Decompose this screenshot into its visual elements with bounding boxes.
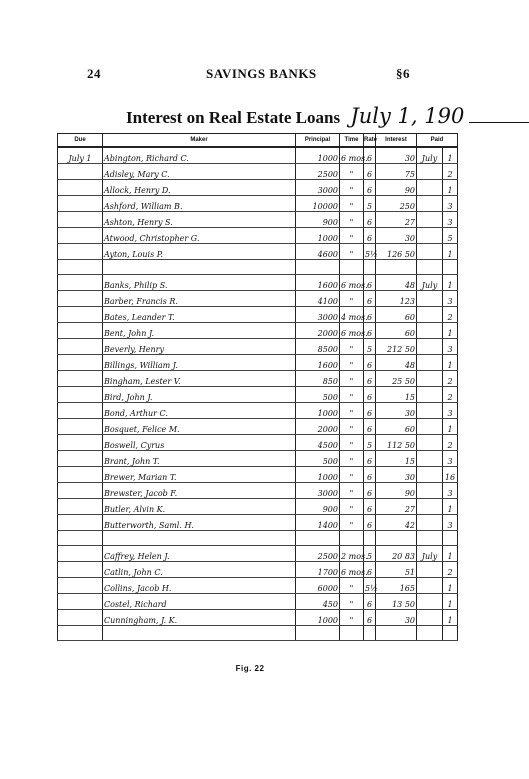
cell-paid-day: 2 xyxy=(443,387,458,403)
cell-paid xyxy=(417,483,443,499)
cell-due xyxy=(58,451,103,467)
cell-principal xyxy=(296,260,340,275)
cell-principal: 1000 xyxy=(296,467,340,483)
cell-maker: Collins, Jacob H. xyxy=(103,578,296,594)
cell-maker: Billings, William J. xyxy=(103,355,296,371)
cell-principal: 500 xyxy=(296,451,340,467)
cell-rate xyxy=(364,626,376,641)
cell-maker: Atwood, Christopher G. xyxy=(103,228,296,244)
cell-interest: 165 xyxy=(376,578,417,594)
ledger-title xyxy=(126,104,529,128)
cell-paid xyxy=(417,515,443,531)
cell-paid-day: 1 xyxy=(443,610,458,626)
cell-paid-day: 2 xyxy=(443,371,458,387)
cell-time: " xyxy=(340,355,364,371)
cell-rate: 6 xyxy=(364,355,376,371)
cell-paid xyxy=(417,626,443,641)
ledger-title-date: July 1, 190 xyxy=(350,104,465,128)
running-title: SAVINGS BANKS xyxy=(206,66,317,81)
cell-due xyxy=(58,291,103,307)
col-header-maker: Maker xyxy=(103,134,296,148)
cell-interest: 48 xyxy=(376,355,417,371)
cell-due xyxy=(58,610,103,626)
cell-due xyxy=(58,483,103,499)
cell-interest: 30 xyxy=(376,610,417,626)
cell-paid-day: 1 xyxy=(443,419,458,435)
cell-time: " xyxy=(340,244,364,260)
cell-time: " xyxy=(340,483,364,499)
cell-due xyxy=(58,180,103,196)
ledger-title-text: Interest on Real Estate Loans xyxy=(126,108,341,127)
ledger-row xyxy=(58,355,458,371)
page-number: 24 xyxy=(87,66,101,81)
col-header-time: Time xyxy=(340,134,364,148)
col-header-paid: Paid xyxy=(417,134,458,148)
cell-principal: 3000 xyxy=(296,483,340,499)
cell-rate: 6 xyxy=(364,180,376,196)
cell-interest: 126 50 xyxy=(376,244,417,260)
cell-rate: 6 xyxy=(364,307,376,323)
cell-rate: 5 xyxy=(364,435,376,451)
cell-paid xyxy=(417,387,443,403)
cell-due xyxy=(58,164,103,180)
cell-rate xyxy=(364,531,376,546)
cell-maker: Butler, Alvin K. xyxy=(103,499,296,515)
cell-interest: 30 xyxy=(376,403,417,419)
cell-time: 6 mos. xyxy=(340,323,364,339)
cell-maker: Boswell, Cyrus xyxy=(103,435,296,451)
cell-principal: 500 xyxy=(296,387,340,403)
cell-due xyxy=(58,515,103,531)
cell-interest: 123 xyxy=(376,291,417,307)
ledger-row xyxy=(58,451,458,467)
col-header-principal: Principal xyxy=(296,134,340,148)
cell-maker: Bent, John J. xyxy=(103,323,296,339)
cell-maker: Barber, Francis R. xyxy=(103,291,296,307)
blank-row xyxy=(58,531,458,546)
cell-rate: 6 xyxy=(364,147,376,164)
cell-interest: 15 xyxy=(376,387,417,403)
cell-rate: 6 xyxy=(364,275,376,291)
ledger-row xyxy=(58,212,458,228)
cell-rate: 6 xyxy=(364,212,376,228)
cell-interest xyxy=(376,531,417,546)
cell-time: " xyxy=(340,291,364,307)
cell-time: 4 mos. xyxy=(340,307,364,323)
cell-time: 6 mos. xyxy=(340,275,364,291)
cell-paid-day: 1 xyxy=(443,355,458,371)
cell-maker: Brant, John T. xyxy=(103,451,296,467)
cell-interest: 42 xyxy=(376,515,417,531)
cell-paid-day: 1 xyxy=(443,244,458,260)
cell-maker: Butterworth, Saml. H. xyxy=(103,515,296,531)
cell-time: " xyxy=(340,467,364,483)
cell-time: " xyxy=(340,435,364,451)
cell-interest: 212 50 xyxy=(376,339,417,355)
cell-paid: July xyxy=(417,147,443,164)
cell-paid-day: 1 xyxy=(443,546,458,562)
cell-maker: Banks, Philip S. xyxy=(103,275,296,291)
cell-time xyxy=(340,531,364,546)
cell-interest xyxy=(376,260,417,275)
cell-paid xyxy=(417,260,443,275)
cell-maker: Beverly, Henry xyxy=(103,339,296,355)
cell-time: " xyxy=(340,451,364,467)
cell-paid-day: 3 xyxy=(443,483,458,499)
figure-caption: Fig. 22 xyxy=(235,664,265,673)
cell-due xyxy=(58,228,103,244)
cell-paid-day: 2 xyxy=(443,435,458,451)
cell-rate: 6 xyxy=(364,371,376,387)
col-header-rate: Rate xyxy=(364,134,376,148)
cell-interest xyxy=(376,626,417,641)
cell-rate: 6 xyxy=(364,515,376,531)
ledger-row xyxy=(58,562,458,578)
cell-principal: 2000 xyxy=(296,419,340,435)
cell-due xyxy=(58,196,103,212)
cell-principal: 1000 xyxy=(296,147,340,164)
cell-principal: 850 xyxy=(296,371,340,387)
cell-paid-day: 2 xyxy=(443,562,458,578)
cell-rate: 6 xyxy=(364,451,376,467)
cell-interest: 25 50 xyxy=(376,371,417,387)
cell-interest: 30 xyxy=(376,147,417,164)
cell-paid-day: 1 xyxy=(443,594,458,610)
cell-rate: 6 xyxy=(364,499,376,515)
cell-maker xyxy=(103,531,296,546)
cell-principal xyxy=(296,531,340,546)
cell-paid-day: 3 xyxy=(443,451,458,467)
cell-due xyxy=(58,260,103,275)
cell-interest: 90 xyxy=(376,483,417,499)
cell-principal: 1400 xyxy=(296,515,340,531)
cell-paid xyxy=(417,578,443,594)
cell-principal: 8500 xyxy=(296,339,340,355)
cell-maker: Abington, Richard C. xyxy=(103,147,296,164)
cell-time: " xyxy=(340,403,364,419)
cell-due xyxy=(58,212,103,228)
cell-rate: 6 xyxy=(364,323,376,339)
cell-principal: 4500 xyxy=(296,435,340,451)
cell-principal: 2500 xyxy=(296,164,340,180)
section-number: §6 xyxy=(396,66,410,81)
cell-paid xyxy=(417,371,443,387)
cell-rate: 6 xyxy=(364,594,376,610)
cell-time: 2 mos. xyxy=(340,546,364,562)
cell-interest: 13 50 xyxy=(376,594,417,610)
cell-time: " xyxy=(340,578,364,594)
cell-rate: 6 xyxy=(364,164,376,180)
cell-paid xyxy=(417,435,443,451)
cell-interest: 15 xyxy=(376,451,417,467)
col-header-interest: Interest xyxy=(376,134,417,148)
cell-paid-day: 3 xyxy=(443,515,458,531)
cell-rate: 5½ xyxy=(364,578,376,594)
cell-interest: 30 xyxy=(376,467,417,483)
cell-paid-day: 1 xyxy=(443,180,458,196)
cell-interest: 90 xyxy=(376,180,417,196)
ledger-row xyxy=(58,147,458,164)
cell-due xyxy=(58,594,103,610)
cell-due xyxy=(58,403,103,419)
cell-paid xyxy=(417,594,443,610)
cell-interest: 27 xyxy=(376,212,417,228)
cell-maker: Brewster, Jacob F. xyxy=(103,483,296,499)
cell-maker: Brewer, Marian T. xyxy=(103,467,296,483)
cell-paid-day: 1 xyxy=(443,323,458,339)
ledger-row xyxy=(58,403,458,419)
ledger-row xyxy=(58,610,458,626)
cell-principal: 1600 xyxy=(296,355,340,371)
cell-maker: Cunningham, J. K. xyxy=(103,610,296,626)
cell-paid xyxy=(417,562,443,578)
cell-maker: Ayton, Louis P. xyxy=(103,244,296,260)
cell-time xyxy=(340,260,364,275)
cell-paid-day: 1 xyxy=(443,578,458,594)
cell-paid-day xyxy=(443,531,458,546)
cell-principal: 1000 xyxy=(296,228,340,244)
cell-maker: Caffrey, Helen J. xyxy=(103,546,296,562)
cell-maker: Adisley, Mary C. xyxy=(103,164,296,180)
cell-rate: 5 xyxy=(364,196,376,212)
cell-paid-day: 3 xyxy=(443,403,458,419)
cell-principal: 450 xyxy=(296,594,340,610)
cell-due xyxy=(58,531,103,546)
cell-maker: Bates, Leander T. xyxy=(103,307,296,323)
cell-paid xyxy=(417,291,443,307)
cell-rate: 6 xyxy=(364,291,376,307)
cell-time: " xyxy=(340,339,364,355)
cell-principal: 3000 xyxy=(296,180,340,196)
cell-paid-day: 3 xyxy=(443,339,458,355)
cell-principal: 1000 xyxy=(296,610,340,626)
cell-due xyxy=(58,244,103,260)
cell-rate xyxy=(364,260,376,275)
ledger-row xyxy=(58,339,458,355)
cell-time: " xyxy=(340,164,364,180)
cell-rate: 6 xyxy=(364,403,376,419)
cell-paid-day: 3 xyxy=(443,196,458,212)
ledger-row xyxy=(58,387,458,403)
cell-paid-day: 2 xyxy=(443,164,458,180)
ledger-row xyxy=(58,323,458,339)
ledger-row xyxy=(58,307,458,323)
cell-interest: 60 xyxy=(376,307,417,323)
cell-paid xyxy=(417,467,443,483)
cell-time: " xyxy=(340,499,364,515)
cell-interest: 112 50 xyxy=(376,435,417,451)
ledger-header-row xyxy=(58,134,458,148)
ledger-body xyxy=(58,147,458,641)
cell-rate: 6 xyxy=(364,419,376,435)
cell-due xyxy=(58,435,103,451)
cell-principal: 3000 xyxy=(296,307,340,323)
cell-due xyxy=(58,546,103,562)
title-date-underline xyxy=(469,122,529,123)
cell-paid xyxy=(417,228,443,244)
cell-principal: 2000 xyxy=(296,323,340,339)
cell-rate: 6 xyxy=(364,228,376,244)
cell-time: " xyxy=(340,387,364,403)
cell-principal: 1600 xyxy=(296,275,340,291)
cell-paid xyxy=(417,323,443,339)
ledger-row xyxy=(58,275,458,291)
col-header-due: Due xyxy=(58,134,103,148)
cell-paid xyxy=(417,355,443,371)
ledger-row xyxy=(58,499,458,515)
cell-interest: 75 xyxy=(376,164,417,180)
cell-due xyxy=(58,307,103,323)
cell-principal: 1000 xyxy=(296,403,340,419)
cell-maker: Allock, Henry D. xyxy=(103,180,296,196)
ledger-row xyxy=(58,196,458,212)
cell-rate: 5 xyxy=(364,546,376,562)
cell-rate: 6 xyxy=(364,483,376,499)
ledger-row xyxy=(58,180,458,196)
cell-maker: Bird, John J. xyxy=(103,387,296,403)
cell-interest: 30 xyxy=(376,228,417,244)
cell-principal: 900 xyxy=(296,212,340,228)
cell-rate: 5 xyxy=(364,339,376,355)
cell-interest: 20 83 xyxy=(376,546,417,562)
cell-due xyxy=(58,562,103,578)
cell-maker xyxy=(103,260,296,275)
cell-paid-day: 1 xyxy=(443,147,458,164)
cell-paid xyxy=(417,451,443,467)
cell-time xyxy=(340,626,364,641)
cell-paid xyxy=(417,212,443,228)
cell-due xyxy=(58,371,103,387)
ledger-row xyxy=(58,546,458,562)
cell-paid xyxy=(417,610,443,626)
cell-paid xyxy=(417,499,443,515)
cell-time: " xyxy=(340,515,364,531)
ledger-row xyxy=(58,228,458,244)
cell-principal: 6000 xyxy=(296,578,340,594)
cell-maker: Catlin, John C. xyxy=(103,562,296,578)
cell-maker: Ashton, Henry S. xyxy=(103,212,296,228)
cell-paid xyxy=(417,403,443,419)
cell-maker xyxy=(103,626,296,641)
cell-paid-day: 2 xyxy=(443,307,458,323)
cell-paid-day: 1 xyxy=(443,499,458,515)
ledger-row xyxy=(58,164,458,180)
cell-due xyxy=(58,275,103,291)
cell-maker: Bond, Arthur C. xyxy=(103,403,296,419)
ledger-row xyxy=(58,244,458,260)
cell-paid-day: 16 xyxy=(443,467,458,483)
cell-paid xyxy=(417,307,443,323)
cell-rate: 6 xyxy=(364,467,376,483)
cell-principal: 900 xyxy=(296,499,340,515)
cell-paid: July xyxy=(417,275,443,291)
cell-maker: Bingham, Lester V. xyxy=(103,371,296,387)
cell-interest: 48 xyxy=(376,275,417,291)
cell-due xyxy=(58,419,103,435)
cell-time: " xyxy=(340,610,364,626)
cell-paid-day: 3 xyxy=(443,291,458,307)
cell-due xyxy=(58,499,103,515)
cell-principal: 4100 xyxy=(296,291,340,307)
cell-time: " xyxy=(340,196,364,212)
blank-row xyxy=(58,626,458,641)
cell-principal: 1700 xyxy=(296,562,340,578)
cell-paid xyxy=(417,164,443,180)
cell-rate: 6 xyxy=(364,610,376,626)
cell-maker: Bosquet, Felice M. xyxy=(103,419,296,435)
cell-principal xyxy=(296,626,340,641)
cell-time: 6 mos. xyxy=(340,562,364,578)
cell-paid-day xyxy=(443,626,458,641)
cell-paid-day: 1 xyxy=(443,275,458,291)
ledger-row xyxy=(58,435,458,451)
cell-rate: 6 xyxy=(364,387,376,403)
ledger-row xyxy=(58,483,458,499)
cell-paid xyxy=(417,531,443,546)
ledger-row xyxy=(58,467,458,483)
cell-time: " xyxy=(340,228,364,244)
cell-paid xyxy=(417,244,443,260)
cell-paid-day xyxy=(443,260,458,275)
cell-rate: 5½ xyxy=(364,244,376,260)
cell-interest: 250 xyxy=(376,196,417,212)
cell-paid: July xyxy=(417,546,443,562)
ledger-row xyxy=(58,515,458,531)
ledger-row xyxy=(58,594,458,610)
cell-interest: 60 xyxy=(376,419,417,435)
cell-maker: Costel, Richard xyxy=(103,594,296,610)
cell-principal: 10000 xyxy=(296,196,340,212)
cell-paid-day: 3 xyxy=(443,212,458,228)
cell-principal: 4600 xyxy=(296,244,340,260)
cell-interest: 27 xyxy=(376,499,417,515)
cell-maker: Ashford, William B. xyxy=(103,196,296,212)
cell-time: " xyxy=(340,371,364,387)
cell-due xyxy=(58,387,103,403)
ledger-row xyxy=(58,578,458,594)
cell-due xyxy=(58,323,103,339)
cell-paid xyxy=(417,196,443,212)
cell-interest: 51 xyxy=(376,562,417,578)
cell-time: " xyxy=(340,419,364,435)
ledger-row xyxy=(58,371,458,387)
cell-due xyxy=(58,339,103,355)
cell-rate: 6 xyxy=(364,562,376,578)
ledger-row xyxy=(58,419,458,435)
cell-due xyxy=(58,578,103,594)
cell-principal: 2500 xyxy=(296,546,340,562)
cell-paid xyxy=(417,180,443,196)
ledger-row xyxy=(58,291,458,307)
interest-ledger-table xyxy=(57,133,458,641)
cell-paid xyxy=(417,419,443,435)
cell-due xyxy=(58,355,103,371)
blank-row xyxy=(58,260,458,275)
cell-interest: 60 xyxy=(376,323,417,339)
cell-due xyxy=(58,626,103,641)
cell-paid-day: 5 xyxy=(443,228,458,244)
cell-due xyxy=(58,467,103,483)
cell-time: " xyxy=(340,594,364,610)
cell-time: 6 mos. xyxy=(340,147,364,164)
cell-time: " xyxy=(340,180,364,196)
cell-due: July 1 xyxy=(58,147,103,164)
cell-time: " xyxy=(340,212,364,228)
cell-paid xyxy=(417,339,443,355)
